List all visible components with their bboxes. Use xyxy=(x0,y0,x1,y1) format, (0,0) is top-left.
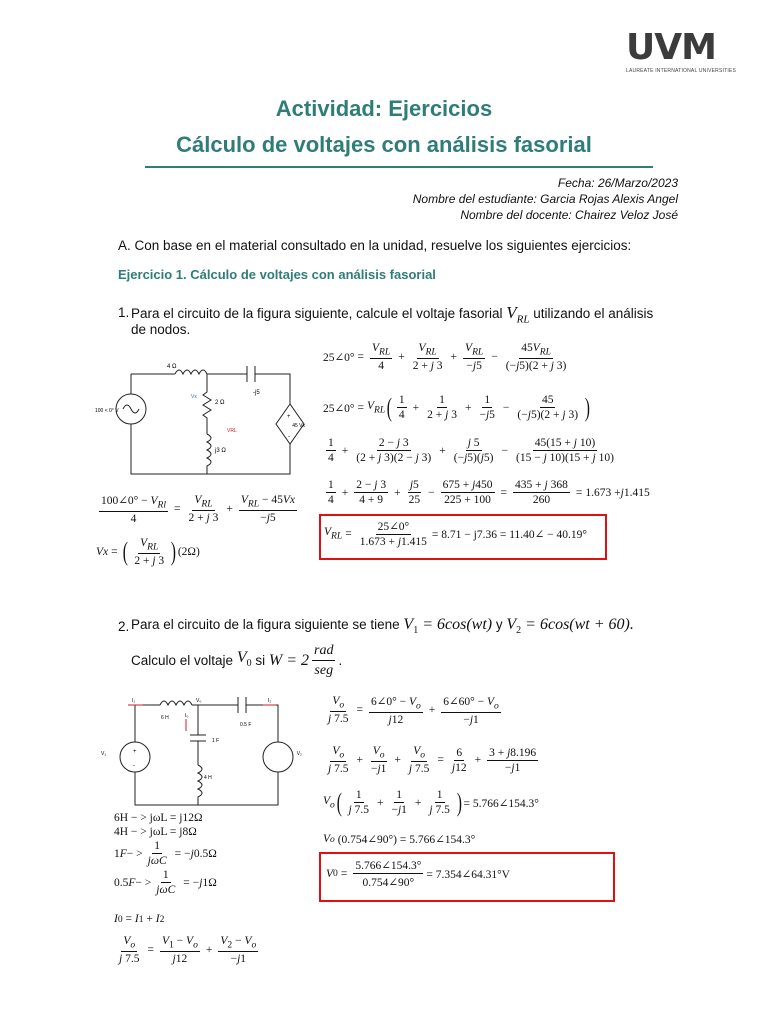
title-underline xyxy=(145,166,653,168)
q2-result-value: = 7.354∠64.31°V xyxy=(426,868,510,881)
c2-label-1f: 1 F xyxy=(212,738,220,744)
q2-v0-sub: 0 xyxy=(246,658,252,670)
c1-label-vx: Vx xyxy=(191,394,197,400)
q1-number: 1. xyxy=(118,305,130,320)
q2-seg: seg xyxy=(314,663,334,678)
q2-conv-4h: 4H − > jωL = j8Ω xyxy=(114,826,197,838)
title-topic: Cálculo de voltajes con análisis fasorial xyxy=(176,132,592,157)
q2-v0: V xyxy=(236,648,247,666)
q2-conv-05f: 0.5 F − > $\frac{1}{\text{jωC}}$ = − j 1Ω xyxy=(114,869,217,896)
q2-eq4-v: V xyxy=(323,833,331,845)
q1-eq3: $\frac{1}{4}$ + $\frac{2 - j 3}{(2 + j 3)(2 - j 3)}$ + $\frac{j 5}{(-j5)(j5)}$ − $\frac{45(15 + j 10)}{(15 - j 10)(15 + j 10)}$ xyxy=(328,437,614,464)
c2-label-i0: I₀ xyxy=(185,713,189,719)
q1-text xyxy=(131,304,653,328)
q1-eq4: $\frac{1}{4}$ + $\frac{2 - j 3}{4 + 9}$ + $\frac{j5}{25}$ − $\frac{675 + j450}{225 + 100}$ = $\frac{435 + j 368}{260}$ = 1.673 + j 1.415 xyxy=(328,479,650,506)
q1-eq2: 25∠0° = $V_{RL}$ ( $\frac{1}{4}$ + $\frac{1}{2 + j 3}$ + $\frac{1}{-j5}$ − $\frac{45}{(-j5)(2 + j 3)}$ ) xyxy=(323,392,590,422)
q1-eq1: 25∠0° = $\frac{V_{RL}}{4}$ + $\frac{V_{RL}}{2 + j 3}$ + $\frac{V_{RL}}{-j5}$ − $\frac{45V_{RL}}{(-j5)(2 + j 3)}$ xyxy=(323,342,567,373)
q2-si: si xyxy=(255,653,266,668)
q2-v2: V xyxy=(506,616,517,633)
logo-subtitle: LAUREATE INTERNATIONAL UNIVERSITIES xyxy=(626,68,736,74)
c2-label-v0: V₀ xyxy=(196,698,202,704)
q1-result: $V_{RL}$ = $\frac{25\angle 0^\circ}{1.673 + j1.415}$ = 8.71 − j7.36 = 11.40∠ − 40.19° xyxy=(324,521,587,548)
c1-label-vrl: VRL xyxy=(227,428,237,434)
q1-text-c: de nodos. xyxy=(131,322,191,337)
q1-text-b: utilizando el análisis xyxy=(533,306,654,321)
q2-rad: rad xyxy=(312,642,335,661)
q2-eq3: $V_o$ ( $\frac{1}{j 7.5}$ + $\frac{1}{-j1}$ + $\frac{1}{j 7.5}$ ) = 5.766∠154.3° xyxy=(323,787,539,817)
c1-label-45vx: 45 Vx xyxy=(292,423,305,429)
q2-v1-expr: = 6cos(wt) xyxy=(422,616,493,633)
q2-text-a: Para el circuito de la figura siguiente se tiene xyxy=(131,617,400,632)
c1-label-j5: -j5 xyxy=(253,390,260,396)
q2-eq2: $\frac{V_o}{j 7.5}$ + $\frac{V_o}{-j1}$ + $\frac{V_o}{j 7.5}$ = $\frac{6}{j12}$ + $\frac{3 + j8.196}{-j1}$ xyxy=(328,745,537,776)
q2-y: y xyxy=(495,617,503,632)
q1-result-value: = 8.71 − j7.36 = 11.40∠ − 40.19° xyxy=(431,528,587,541)
c1-label-j3: j3 Ω xyxy=(215,448,226,454)
c2-label-i2: I₂ xyxy=(268,698,272,704)
q2-conv-1f: 1 F − > $\frac{1}{\text{jωC}}$ = − j 0.5Ω xyxy=(114,840,217,867)
title-activity: Actividad: Ejercicios xyxy=(275,96,493,121)
c2-label-minus: - xyxy=(133,763,135,769)
q2-eq4: V o (0.754∠90°) = 5.766∠154.3° xyxy=(323,833,476,846)
q2-v1: V xyxy=(403,616,414,633)
c1-label-minus: - xyxy=(288,434,290,440)
c2-label-plus: + xyxy=(133,749,137,755)
c2-label-4h: 4 H xyxy=(204,775,212,781)
uvm-logo xyxy=(626,27,736,80)
q2-v2-expr: = 6cos(wt + 60). xyxy=(525,616,634,633)
q2-w: W = 2 xyxy=(268,652,310,669)
c2-label-6h: 6 H xyxy=(161,715,169,721)
q2-eq1: $\frac{V_o}{j 7.5}$ = $\frac{6\angle 0^\circ - V_o}{j12}$ + $\frac{6\angle 60^\circ - V_o}{-j1}$ xyxy=(328,695,499,727)
circuit2-diagram xyxy=(98,697,302,817)
q2-number: 2. xyxy=(118,619,130,634)
c1-label-source: 100 < 0° V xyxy=(95,408,119,414)
c2-label-v2: V₂ xyxy=(296,751,302,757)
intro-text: A. Con base en el material consultado en la unidad, resuelve los siguientes ejercicios: xyxy=(118,238,632,253)
meta-estudiante: Nombre del estudiante: Garcia Rojas Alexis Angel xyxy=(412,192,678,206)
q2-text xyxy=(131,616,634,639)
q2-node-eq: $\frac{V_o}{j 7.5}$ = $\frac{V_1 - V_o}{j12}$ + $\frac{V_2 - V_o}{-j1}$ xyxy=(119,935,257,966)
q2-result: V 0 = $\frac{5.766\angle 154.3^\circ}{0.754\angle 90^\circ}$ = 7.354∠64.31°V xyxy=(326,860,510,889)
meta-docente: Nombre del docente: Chairez Veloz José xyxy=(460,208,678,222)
c2-label-v1: V₁ xyxy=(101,751,107,757)
q2-conv-6h: 6H − > jωL = j12Ω xyxy=(114,812,203,824)
q2-eq3-rhs: = 5.766∠154.3° xyxy=(463,797,539,810)
circuit1-diagram xyxy=(95,352,305,482)
q2-kcl: I 0 = I 1 + I 2 xyxy=(114,913,165,925)
q1-vx-eq: Vx = ( $\frac{V_{RL}}{2 + j 3}$ ) (2Ω) xyxy=(96,537,200,568)
c2-label-05f: 0.5 F xyxy=(240,722,252,728)
q2-v2-sub: 2 xyxy=(516,625,522,637)
q2-v1-sub: 1 xyxy=(413,625,419,637)
q1-var: V xyxy=(506,303,517,322)
q2-line2: Calculo el voltaje $V_0$ si W = 2 $\frac{\text{rad}}{\text{seg}}$ . xyxy=(131,643,343,678)
c1-label-plus: + xyxy=(287,414,291,420)
c2-label-i1: I₁ xyxy=(132,698,136,704)
q1-var-sub: RL xyxy=(516,313,530,326)
q2-eq4-rest: (0.754∠90°) = 5.766∠154.3° xyxy=(337,834,476,846)
exercise1-heading: Ejercicio 1. Cálculo de voltajes con análisis fasorial xyxy=(118,267,436,282)
logo-text: UVM xyxy=(626,27,716,68)
c1-label-2ohm: 2 Ω xyxy=(215,400,225,406)
c1-label-4ohm: 4 Ω xyxy=(167,364,177,370)
q1-text-a: Para el circuito de la figura siguiente, calcule el voltaje fasorial xyxy=(131,306,503,321)
q1-node-eq: $\frac{100\angle 0^\circ - V_{Rl}}{4}$ = $\frac{V_{RL}}{2 + j 3}$ + $\frac{V_{RL} - 45Vx}{-j5}$ xyxy=(101,494,295,526)
q2-line2-a: Calculo el voltaje xyxy=(131,653,234,668)
meta-fecha: Fecha: 26/Marzo/2023 xyxy=(557,176,678,190)
